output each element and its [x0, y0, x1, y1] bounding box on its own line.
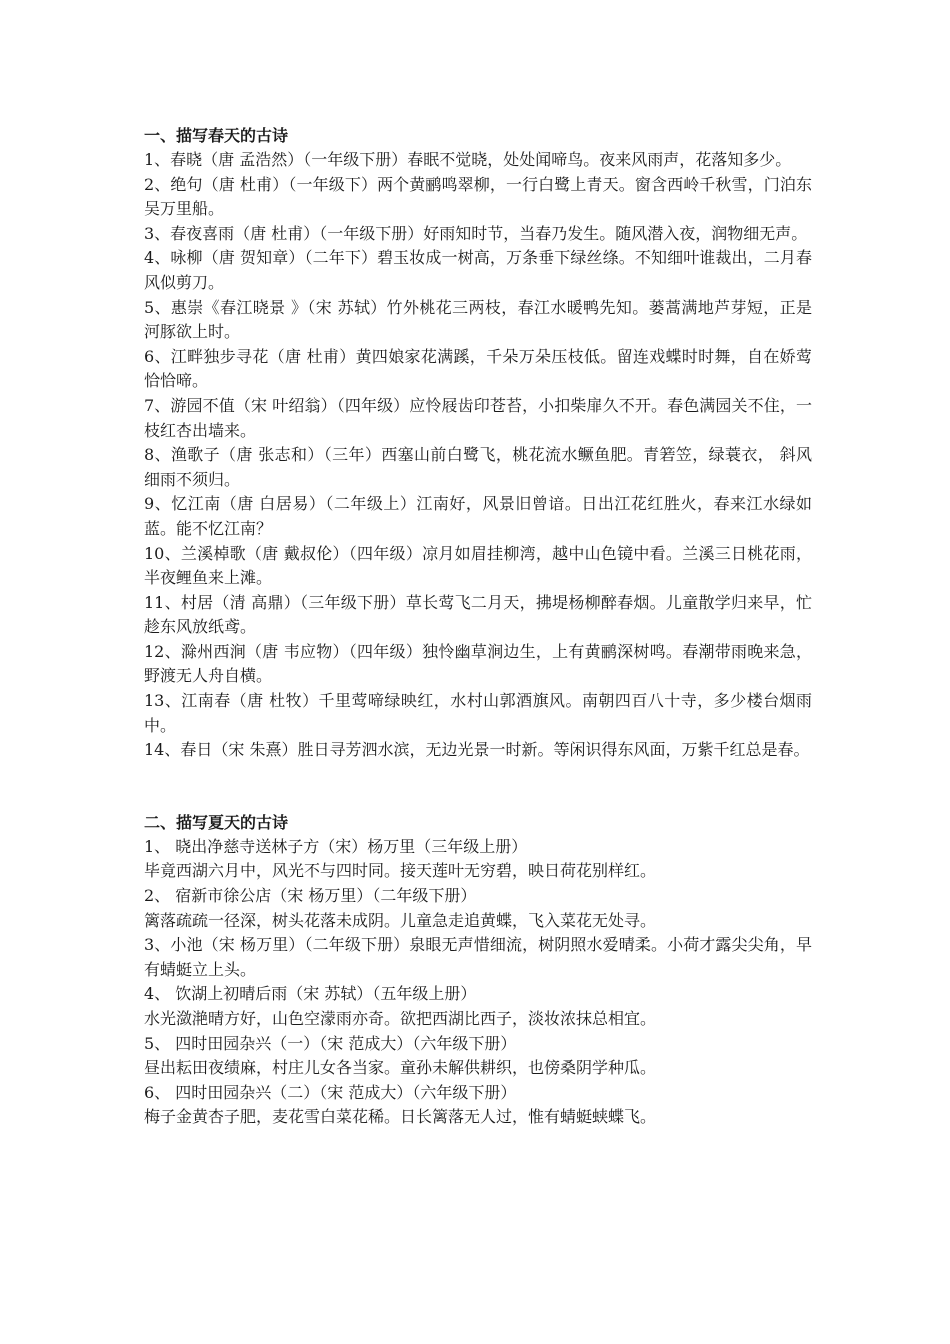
- poem-text: 毕竟西湖六月中，风光不与四时同。接天莲叶无穷碧，映日荷花别样红。: [144, 861, 657, 881]
- poem-text: 水光潋滟晴方好，山色空濛雨亦奇。欲把西湖比西子，淡妆浓抹总相宜。: [144, 1009, 657, 1028]
- poem-heading: 2、 宿新市徐公店（宋 杨万里）（二年级下册）: [144, 886, 477, 906]
- poem-heading: 1、 晓出净慈寺送林子方（宋）杨万里（三年级上册）: [144, 836, 528, 856]
- poem-item: 13、江南春（唐 杜牧）千里莺啼绿映红，水村山郭酒旗风。南朝四百八十寺，多少楼台烟雨中。: [144, 691, 812, 735]
- poem-item: 9、忆江南（唐 白居易）（二年级上）江南好，风景旧曾谙。日出江花红胜火，春来江水绿如蓝。能不忆江南？: [144, 494, 812, 538]
- poem-text: 昼出耘田夜绩麻，村庄儿女各当家。童孙未解供耕织，也傍桑阴学种瓜。: [144, 1058, 657, 1078]
- poem-item: 12、滁州西涧（唐 韦应物）（四年级）独怜幽草涧边生，上有黄鹂深树鸣。春潮带雨晚来急，野渡无人舟自横。: [144, 641, 812, 686]
- poem-text: 梅子金黄杏子肥，麦花雪白菜花稀。日长篱落无人过，惟有蜻蜓蛱蝶飞。: [144, 1107, 657, 1127]
- section-spacer: [144, 763, 812, 811]
- poem-text: 篱落疏疏一径深，树头花落未成阴。儿童急走追黄蝶，飞入菜花无处寻。: [144, 910, 657, 930]
- poem-item: 7、游园不值（宋 叶绍翁）（四年级）应怜屐齿印苍苔，小扣柴扉久不开。春色满园关不住，一枝红杏出墙来。: [144, 395, 812, 440]
- poem-item: 11、村居（清 高鼎）（三年级下册）草长莺飞二月天，拂堤杨柳醉春烟。儿童散学归来早，忙趁东风放纸鸢。: [144, 592, 812, 637]
- poem-item: 5、惠崇《春江晓景 》（宋 苏轼）竹外桃花三两枝，春江水暖鸭先知。蒌蒿满地芦芽短，正是河豚欲上时。: [144, 297, 812, 342]
- poem-item: 1、春晓（唐 孟浩然）（一年级下册）春眠不觉晓，处处闻啼鸟。夜来风雨声，花落知多少。: [144, 150, 792, 169]
- poem-item: 10、兰溪棹歌（唐 戴叔伦）（四年级）凉月如眉挂柳湾，越中山色镜中看。兰溪三日桃花雨，半夜鲤鱼来上滩。: [144, 543, 812, 588]
- poem-item: 3、春夜喜雨（唐 杜甫）（一年级下册）好雨知时节，当春乃发生。随风潜入夜，润物细无声。: [144, 223, 808, 243]
- poem-item: 2、绝句（唐 杜甫）（一年级下）两个黄鹂鸣翠柳，一行白鹭上青天。窗含西岭千秋雪，门泊东吴万里船。: [144, 174, 812, 219]
- section-title-spring: 一、描写春天的古诗: [144, 126, 289, 145]
- poem-item: 4、咏柳（唐 贺知章）（二年下）碧玉妆成一树高，万条垂下绿丝绦。不知细叶谁裁出，二月春风似剪刀。: [144, 248, 812, 292]
- poem-heading: 4、 饮湖上初晴后雨（宋 苏轼）（五年级上册）: [144, 984, 477, 1004]
- document-page: [144, 124, 812, 1130]
- poem-item: 6、江畔独步寻花（唐 杜甫）黄四娘家花满蹊，千朵万朵压枝低。留连戏蝶时时舞，自在娇莺恰恰啼。: [144, 346, 812, 391]
- poem-heading: 5、 四时田园杂兴（一）（宋 范成大）（六年级下册）: [144, 1033, 517, 1053]
- section-title-summer: 二、描写夏天的古诗: [144, 812, 289, 832]
- poem-item: 3、小池（宋 杨万里）（二年级下册）泉眼无声惜细流，树阴照水爱晴柔。小荷才露尖尖角，早有蜻蜓立上头。: [144, 935, 812, 979]
- poem-item: 14、春日（宋 朱熹）胜日寻芳泗水滨，无边光景一时新。等闲识得东风面，万紫千红总是春。: [144, 740, 810, 760]
- poem-heading: 6、 四时田园杂兴（二）（宋 范成大）（六年级下册）: [144, 1082, 517, 1102]
- poem-item: 8、渔歌子（唐 张志和）（三年）西塞山前白鹭飞，桃花流水鳜鱼肥。青箬笠，绿蓑衣， 斜风细雨不须归。: [144, 445, 812, 489]
